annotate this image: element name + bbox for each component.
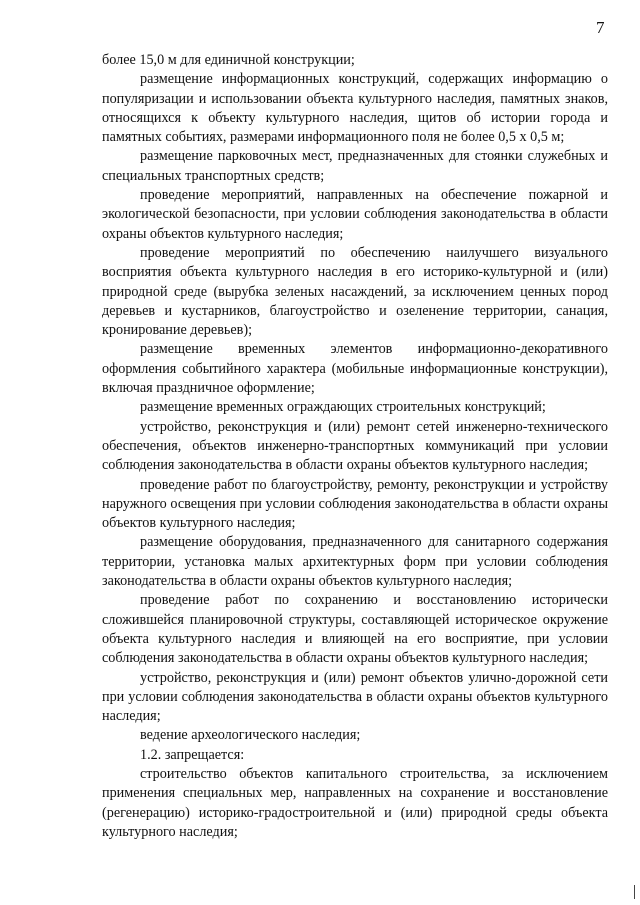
paragraph: размещение парковочных мест, предназначенных для стоянки служебных и специальных транспортных средств; bbox=[102, 148, 608, 184]
paragraph: размещение информационных конструкций, содержащих информацию о популяризации и использовании объекта культурного наследия, памятных знаков, относящихся к объекту культурного наследия, щитов об истории города и памятных событиях, размерами информационного поля не более 0,5 х 0,5 м; bbox=[102, 71, 608, 146]
paragraph: размещение временных элементов информационно-декоративного оформления событийного характера (мобильные информационные конструкции), включая праздничное оформление; bbox=[102, 341, 608, 397]
paragraph: проведение мероприятий по обеспечению наилучшего визуального восприятия объекта культурного наследия в его историко-культурной и (или) природной среде (вырубка зеленых насаждений, за исключением ценных пород деревьев и кустарников, благоустройство и озеленение территории, санация, кронирование деревьев); bbox=[102, 244, 608, 339]
page-number: 7 bbox=[596, 18, 605, 37]
document-body bbox=[102, 51, 608, 842]
paragraph: проведение работ по благоустройству, ремонту, реконструкции и устройству наружного освещения при условии соблюдения законодательства в области охраны объектов культурного наследия; bbox=[102, 476, 608, 532]
paragraph: устройство, реконструкция и (или) ремонт объектов улично-дорожной сети при условии соблюдения законодательства в области охраны объектов культурного наследия; bbox=[102, 669, 608, 725]
paragraph: размещение оборудования, предназначенного для санитарного содержания территории, установка малых архитектурных форм при условии соблюдения законодательства в области охраны объектов культурного наследия; bbox=[102, 534, 608, 590]
paragraph: проведение мероприятий, направленных на обеспечение пожарной и экологической безопасности, при условии соблюдения законодательства в области охраны объектов культурного наследия; bbox=[102, 187, 608, 242]
paragraph: строительство объектов капитального строительства, за исключением применения специальных мер, направленных на сохранение и восстановление (регенерацию) историко-градостроительной и (или) природной среды объекта культурного наследия; bbox=[102, 765, 608, 840]
paragraph: устройство, реконструкция и (или) ремонт сетей инженерно-технического обеспечения, объектов инженерно-транспортных коммуникаций при условии соблюдения законодательства в области охраны объектов культурного наследия; bbox=[102, 418, 608, 474]
scan-edge-mark bbox=[634, 885, 635, 899]
paragraph: более 15,0 м для единичной конструкции; bbox=[102, 52, 355, 68]
paragraph: проведение работ по сохранению и восстановлению исторически сложившейся планировочной структуры, составляющей историческое окружение объекта культурного наследия и влияющей на его восприятие, при условии соблюдения законодательства в области охраны объектов культурного наследия; bbox=[102, 592, 608, 667]
section-heading: 1.2. запрещается: bbox=[140, 746, 245, 763]
paragraph: размещение временных ограждающих строительных конструкций; bbox=[140, 399, 546, 416]
paragraph: ведение археологического наследия; bbox=[140, 727, 361, 744]
